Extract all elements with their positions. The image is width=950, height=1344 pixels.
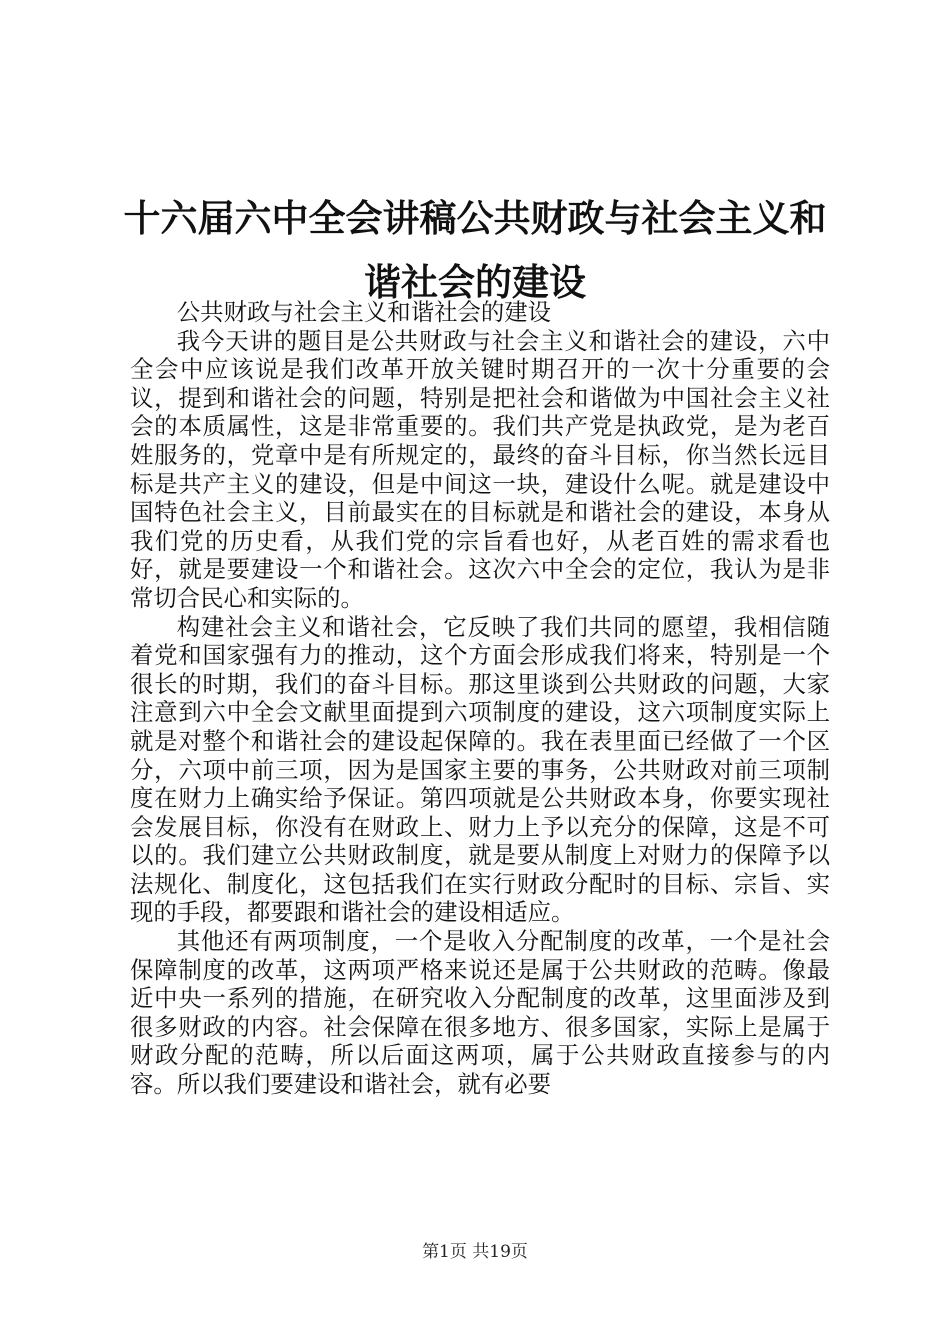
paragraph-2: 构建社会主义和谐社会，它反映了我们共同的愿望，我相信随着党和国家强有力的推动，这个方面会形成我们将来，特别是一个很长的时期，我们的奋斗目标。那这里谈到公共财政的问题，大家注意到六中全会文献里面提到六项制度的建设，这六项制度实际上就是对整个和谐社会的建设起保障的。我在表里面已经做了一个区分，六项中前三项，因为是国家主要的事务，公共财政对前三项制度在财力上确实给予保证。第四项就是公共财政本身，你要实现社会发展目标，你没有在财政上、财力上予以充分的保障，这是不可以的。我们建立公共财政制度，就是要从制度上对财力的保障予以法规化、制度化，这包括我们在实行财政分配时的目标、宗旨、实现的手段，都要跟和谐社会的建设相适应。	[130, 612, 830, 927]
paragraph-3: 其他还有两项制度，一个是收入分配制度的改革，一个是社会保障制度的改革，这两项严格来说还是属于公共财政的范畴。像最近中央一系列的措施，在研究收入分配制度的改革，这里面涉及到很多财政的内容。社会保障在很多地方、很多国家，实际上是属于财政分配的范畴，所以后面这两项，属于公共财政直接参与的内容。所以我们要建设和谐社会，就有必要	[130, 927, 830, 1099]
document-body	[130, 298, 830, 1099]
document-title: 十六届六中全会讲稿公共财政与社会主义和谐社会的建设	[123, 196, 827, 304]
paragraph-1: 我今天讲的题目是公共财政与社会主义和谐社会的建设，六中全会中应该说是我们改革开放关键时期召开的一次十分重要的会议，提到和谐社会的问题，特别是把社会和谐做为中国社会主义社会的本质属性，这是非常重要的。我们共产党是执政党，是为老百姓服务的，党章中是有所规定的，最终的奋斗目标，你当然长远目标是共产主义的建设，但是中间这一块，建设什么呢。就是建设中国特色社会主义，目前最实在的目标就是和谐社会的建设，本身从我们党的历史看，从我们党的宗旨看也好，从老百姓的需求看也好，就是要建设一个和谐社会。这次六中全会的定位，我认为是非常切合民心和实际的。	[130, 326, 830, 612]
page-footer: 第1页 共19页	[422, 1242, 528, 1262]
document-subtitle: 公共财政与社会主义和谐社会的建设	[176, 298, 552, 326]
